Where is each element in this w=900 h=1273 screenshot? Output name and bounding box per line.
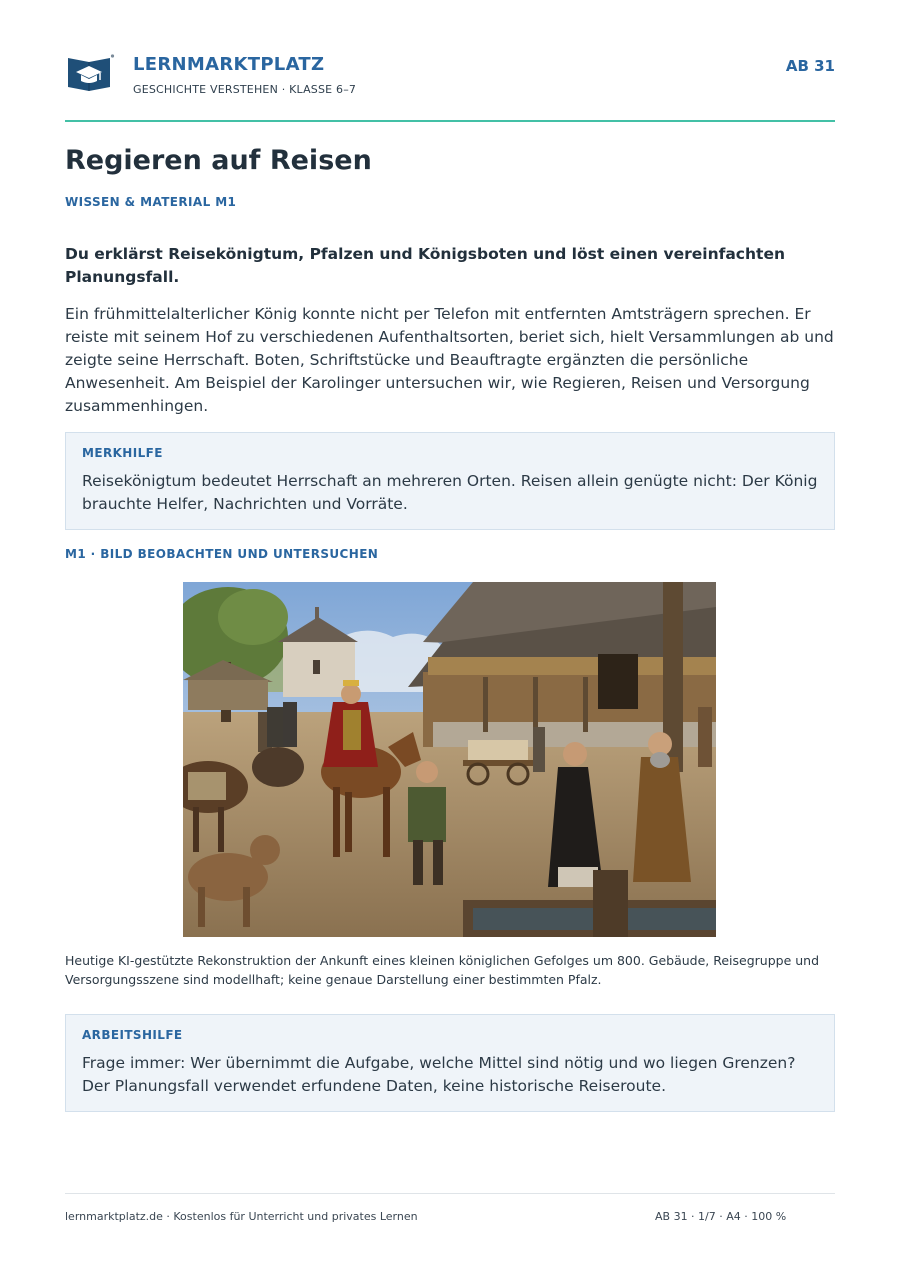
brand-name: LERNMARKTPLATZ: [133, 54, 325, 75]
page-header: [65, 48, 835, 108]
merkhilfe-box: [65, 432, 835, 530]
footer-page-info: AB 31 · 1/7 · A4 · 100 %: [655, 1210, 787, 1223]
sheet-id: AB 31: [785, 57, 835, 75]
m1-reconstruction-image: [183, 582, 716, 937]
m1-label: M1 · BILD BEOBACHTEN UND UNTERSUCHEN: [65, 547, 379, 561]
arbeitshilfe-text: Frage immer: Wer übernimmt die Aufgabe, welche Mittel sind nötig und wo liegen Grenzen? Der Planungsfall verwendet erfundene Daten, keine historische Reiseroute.: [82, 1054, 796, 1095]
learning-goal: Du erklärst Reisekönigtum, Pfalzen und Königsboten und löst einen vereinfachten Planungsfall.: [65, 245, 785, 286]
intro-text: Ein frühmittelalterlicher König konnte nicht per Telefon mit entfernten Amtsträgern sprechen. Er reiste mit seinem Hof zu verschiedenen Aufenthaltsorten, beriet sich, hielt Versammlungen ab und zeigte seine Herrschaft. Boten, Schriftstücke und Beauftragte ergänzten die persönliche Anwesenheit. Am Beispiel der Karolinger untersuchen wir, wie Regieren, Reisen und Versorgung zusammenhingen.: [65, 305, 834, 415]
merkhilfe-label: MERKHILFE: [82, 446, 163, 460]
arbeitshilfe-label: ARBEITSHILFE: [82, 1028, 183, 1042]
arbeitshilfe-box: [65, 1014, 835, 1112]
m1-caption: Heutige KI-gestützte Rekonstruktion der Ankunft eines kleinen königlichen Gefolges um 800. Gebäude, Reisegruppe und Versorgungsszene sind modellhaft; keine genaue Darstellung einer bestimmten Pfalz.: [65, 953, 820, 987]
header-divider: [65, 120, 835, 122]
footer-divider: [65, 1193, 835, 1194]
page-title: Regieren auf Reisen: [65, 145, 372, 176]
footer-site-link[interactable]: lernmarktplatz.de · Kostenlos für Unterricht und privates Lernen: [65, 1210, 418, 1223]
brand-tagline: GESCHICHTE VERSTEHEN · KLASSE 6–7: [133, 83, 357, 96]
merkhilfe-text: Reisekönigtum bedeutet Herrschaft an mehreren Orten. Reisen allein genügte nicht: Der König brauchte Helfer, Nachrichten und Vorräte.: [82, 472, 818, 513]
graduation-cap-book-icon: [65, 53, 115, 93]
section-label: WISSEN & MATERIAL M1: [65, 195, 237, 209]
